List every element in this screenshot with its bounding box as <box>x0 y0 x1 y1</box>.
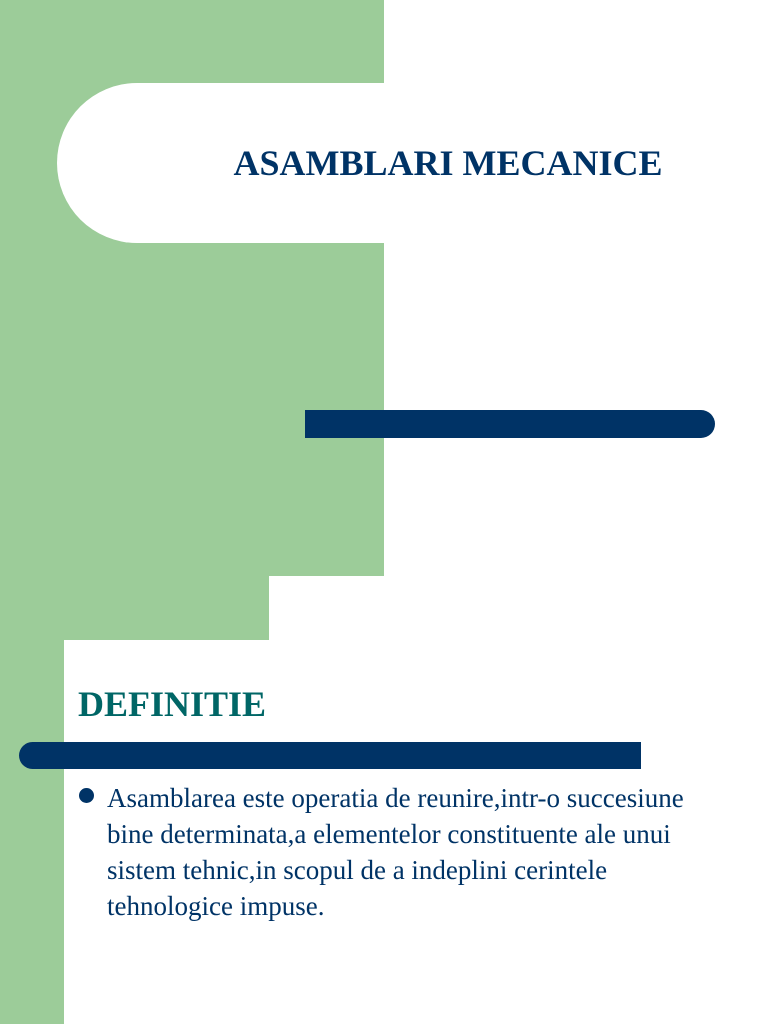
bullet-list <box>78 780 718 924</box>
bullet-item <box>78 780 718 924</box>
bullet-text: Asamblarea este operatia de reunire,intr-o succesiune bine determinata,a elementelor constituente ale unui sistem tehnic,in scopul de a indeplini cerintele tehnologice impuse. <box>107 783 684 921</box>
slide-title <box>57 83 747 243</box>
slide-title-text: ASAMBLARI MECANICE <box>233 143 663 183</box>
decorative-bar-lower <box>19 742 641 769</box>
green-background-step <box>0 576 269 640</box>
bullet-dot-icon <box>79 788 94 803</box>
green-background-left-strip <box>0 640 64 1024</box>
decorative-bar-upper <box>305 410 715 438</box>
section-heading: DEFINITIE <box>78 684 267 724</box>
